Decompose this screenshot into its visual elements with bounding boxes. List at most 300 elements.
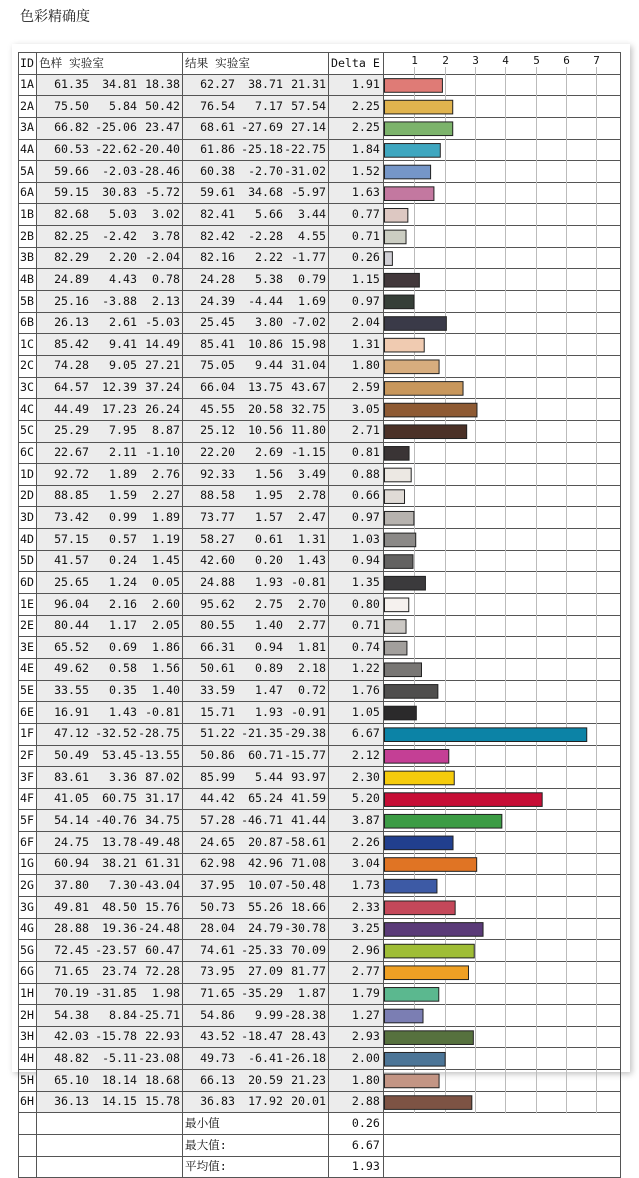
reference-a: 5.03 [109, 207, 137, 221]
reference-a: 3.36 [109, 769, 137, 784]
reference-l: 41.57 [54, 553, 89, 568]
result-lab [182, 485, 328, 507]
result-b: -30.78 [284, 921, 326, 936]
reference-lab [36, 961, 182, 983]
reference-b: -20.40 [138, 142, 180, 157]
reference-a: 0.99 [109, 509, 137, 524]
x-tick-label: 2 [442, 53, 450, 67]
reference-a: 4.43 [109, 271, 137, 286]
result-l: 25.45 [200, 315, 235, 330]
reference-b: -2.04 [145, 250, 180, 265]
delta-e-bar [385, 792, 543, 806]
result-lab [182, 1026, 328, 1048]
row-id: 3G [19, 896, 37, 918]
result-a: 1.93 [255, 574, 283, 589]
result-l: 24.88 [200, 574, 235, 589]
result-l: 75.05 [200, 358, 235, 373]
reference-lab [36, 204, 182, 226]
reference-lab [36, 182, 182, 204]
row-id: 5G [19, 940, 37, 962]
reference-lab [36, 767, 182, 789]
result-l: 33.59 [200, 683, 235, 698]
summary-empty-bar [383, 1135, 620, 1157]
result-l: 80.55 [200, 618, 235, 633]
delta-e-value: 2.88 [328, 1091, 383, 1113]
reference-lab [36, 896, 182, 918]
reference-l: 71.65 [54, 964, 89, 979]
result-lab [182, 1070, 328, 1092]
result-b: 0.79 [298, 271, 326, 286]
reference-a: 7.30 [109, 877, 137, 892]
reference-l: 54.14 [54, 812, 89, 827]
reference-lab [36, 399, 182, 421]
x-tick-label: 6 [563, 53, 571, 67]
reference-lab [36, 853, 182, 875]
result-lab [182, 940, 328, 962]
reference-lab [36, 940, 182, 962]
result-a: 0.61 [255, 531, 283, 546]
result-l: 60.38 [200, 163, 235, 178]
reference-a: 23.74 [102, 964, 137, 979]
result-a: -2.28 [248, 228, 283, 243]
row-id: 1G [19, 853, 37, 875]
reference-b: 50.42 [145, 98, 180, 113]
result-b: 41.44 [291, 812, 326, 827]
reference-a: -2.42 [102, 228, 137, 243]
result-a: 0.89 [255, 661, 283, 676]
reference-l: 50.49 [54, 748, 89, 763]
result-l: 66.13 [200, 1072, 235, 1087]
result-l: 22.20 [200, 445, 235, 460]
row-id: 3E [19, 637, 37, 659]
row-id: 1E [19, 594, 37, 616]
reference-lab [36, 117, 182, 139]
summary-empty-id [19, 1135, 37, 1157]
delta-e-value: 0.97 [328, 507, 383, 529]
reference-b: -28.46 [138, 163, 180, 178]
reference-l: 24.75 [54, 834, 89, 849]
result-a: -4.44 [248, 293, 283, 308]
reference-b: 2.27 [152, 488, 180, 503]
result-a: 34.68 [248, 185, 283, 200]
row-id: 5H [19, 1070, 37, 1092]
reference-a: 2.16 [109, 596, 137, 611]
reference-l: 88.85 [54, 488, 89, 503]
result-l: 15.71 [200, 704, 235, 719]
reference-lab [36, 529, 182, 551]
color-accuracy-table-card [12, 44, 630, 1174]
reference-l: 24.89 [54, 271, 89, 286]
delta-e-value: 2.25 [328, 96, 383, 118]
reference-b: 22.93 [145, 1029, 180, 1044]
result-a: -6.41 [248, 1050, 283, 1065]
summary-empty-ref [36, 1135, 182, 1157]
reference-l: 82.29 [54, 250, 89, 265]
delta-e-bar [385, 230, 407, 244]
reference-l: 26.13 [54, 315, 89, 330]
reference-b: -5.03 [145, 315, 180, 330]
result-b: -28.38 [284, 1007, 326, 1022]
result-b: 31.04 [291, 358, 326, 373]
x-tick-label: 3 [472, 53, 480, 67]
result-b: 28.43 [291, 1029, 326, 1044]
header-reference: 色样 实验室 [36, 53, 182, 75]
result-l: 85.41 [200, 336, 235, 351]
delta-e-bar [385, 359, 440, 373]
reference-lab [36, 615, 182, 637]
reference-b: 1.86 [152, 639, 180, 654]
result-l: 66.31 [200, 639, 235, 654]
delta-e-value: 2.93 [328, 1026, 383, 1048]
reference-b: 8.87 [152, 423, 180, 438]
result-l: 49.73 [200, 1050, 235, 1065]
result-lab [182, 291, 328, 313]
delta-e-bar [385, 1074, 440, 1088]
result-a: 20.58 [248, 401, 283, 416]
result-a: 38.71 [248, 77, 283, 92]
result-b: 20.01 [291, 1094, 326, 1109]
result-l: 24.39 [200, 293, 235, 308]
reference-b: 15.78 [145, 1094, 180, 1109]
reference-a: 7.95 [109, 423, 137, 438]
result-l: 50.73 [200, 899, 235, 914]
delta-e-value: 0.74 [328, 637, 383, 659]
delta-e-bar [385, 987, 439, 1001]
delta-e-value: 1.03 [328, 529, 383, 551]
header-delta-e: Delta E [328, 53, 383, 75]
result-b: 4.55 [298, 228, 326, 243]
delta-e-value: 2.77 [328, 961, 383, 983]
result-lab [182, 377, 328, 399]
result-lab [182, 529, 328, 551]
reference-lab [36, 74, 182, 96]
delta-e-bar [385, 381, 464, 395]
reference-lab [36, 637, 182, 659]
reference-l: 49.81 [54, 899, 89, 914]
result-a: -35.29 [241, 986, 283, 1001]
reference-b: 72.28 [145, 964, 180, 979]
result-l: 28.04 [200, 921, 235, 936]
x-tick-label: 4 [502, 53, 510, 67]
delta-e-bar [385, 554, 414, 568]
summary-label: 最小值 [182, 1113, 328, 1135]
result-lab [182, 832, 328, 854]
delta-e-bar [385, 814, 502, 828]
result-b: 21.23 [291, 1072, 326, 1087]
reference-b: -13.55 [138, 748, 180, 763]
reference-b: 1.19 [152, 531, 180, 546]
delta-e-value: 1.35 [328, 572, 383, 594]
reference-l: 59.66 [54, 163, 89, 178]
reference-b: 34.75 [145, 812, 180, 827]
result-l: 24.28 [200, 271, 235, 286]
reference-lab [36, 918, 182, 940]
reference-a: 60.75 [102, 791, 137, 806]
result-l: 71.65 [200, 986, 235, 1001]
reference-a: -15.78 [95, 1029, 137, 1044]
reference-a: 1.17 [109, 618, 137, 633]
delta-e-value: 0.94 [328, 550, 383, 572]
reference-b: 1.40 [152, 683, 180, 698]
reference-b: -5.72 [145, 185, 180, 200]
reference-b: 2.60 [152, 596, 180, 611]
reference-l: 96.04 [54, 596, 89, 611]
reference-a: 14.15 [102, 1094, 137, 1109]
reference-a: 1.89 [109, 466, 137, 481]
row-id: 5C [19, 420, 37, 442]
result-a: 9.44 [255, 358, 283, 373]
delta-e-value: 2.26 [328, 832, 383, 854]
delta-e-bar [385, 879, 437, 893]
result-lab [182, 658, 328, 680]
delta-e-bar [385, 295, 414, 309]
result-lab [182, 1005, 328, 1027]
row-id: 3A [19, 117, 37, 139]
reference-l: 49.62 [54, 661, 89, 676]
result-l: 51.22 [200, 726, 235, 741]
delta-e-value: 2.71 [328, 420, 383, 442]
row-id: 6D [19, 572, 37, 594]
reference-l: 74.28 [54, 358, 89, 373]
reference-a: -32.52 [95, 726, 137, 741]
result-b: 1.69 [298, 293, 326, 308]
reference-b: -28.75 [138, 726, 180, 741]
reference-lab [36, 464, 182, 486]
row-id: 2C [19, 355, 37, 377]
delta-e-bar [385, 1052, 446, 1066]
delta-e-value: 1.15 [328, 269, 383, 291]
delta-e-bar [385, 468, 412, 482]
row-id: 3D [19, 507, 37, 529]
result-lab [182, 355, 328, 377]
delta-e-bar [385, 771, 455, 785]
reference-a: 2.11 [109, 445, 137, 460]
reference-a: 1.43 [109, 704, 137, 719]
delta-e-bar [385, 403, 477, 417]
reference-l: 54.38 [54, 1007, 89, 1022]
reference-b: 0.05 [152, 574, 180, 589]
result-l: 88.58 [200, 488, 235, 503]
delta-e-bar [385, 598, 409, 612]
delta-e-value: 0.71 [328, 226, 383, 248]
result-b: 0.72 [298, 683, 326, 698]
row-id: 6F [19, 832, 37, 854]
header-id: ID [19, 53, 37, 75]
delta-e-value: 2.30 [328, 767, 383, 789]
delta-e-value: 1.05 [328, 702, 383, 724]
reference-l: 36.13 [54, 1094, 89, 1109]
result-l: 43.52 [200, 1029, 235, 1044]
delta-e-value: 1.80 [328, 355, 383, 377]
delta-e-bar [385, 100, 453, 114]
result-lab [182, 442, 328, 464]
delta-e-bar [385, 338, 425, 352]
reference-a: 34.81 [102, 77, 137, 92]
result-b: 41.59 [291, 791, 326, 806]
reference-lab [36, 680, 182, 702]
delta-e-bar [385, 143, 441, 157]
delta-e-bar [385, 706, 417, 720]
result-lab [182, 702, 328, 724]
result-lab [182, 745, 328, 767]
delta-e-value: 3.25 [328, 918, 383, 940]
reference-l: 60.94 [54, 856, 89, 871]
reference-b: 61.31 [145, 856, 180, 871]
result-l: 50.61 [200, 661, 235, 676]
delta-e-value: 1.27 [328, 1005, 383, 1027]
reference-b: -49.48 [138, 834, 180, 849]
summary-value: 1.93 [328, 1156, 383, 1178]
result-l: 45.55 [200, 401, 235, 416]
delta-e-value: 1.52 [328, 161, 383, 183]
delta-e-value: 2.00 [328, 1048, 383, 1070]
row-id: 6E [19, 702, 37, 724]
result-b: 81.77 [291, 964, 326, 979]
row-id: 2E [19, 615, 37, 637]
result-lab [182, 420, 328, 442]
result-a: 5.38 [255, 271, 283, 286]
summary-value: 0.26 [328, 1113, 383, 1135]
delta-e-value: 1.31 [328, 334, 383, 356]
result-lab [182, 334, 328, 356]
reference-a: 5.84 [109, 98, 137, 113]
row-id: 1D [19, 464, 37, 486]
result-a: 1.40 [255, 618, 283, 633]
result-b: -22.75 [284, 142, 326, 157]
reference-l: 25.29 [54, 423, 89, 438]
row-id: 3H [19, 1026, 37, 1048]
result-l: 82.41 [200, 207, 235, 221]
delta-e-value: 0.26 [328, 247, 383, 269]
delta-e-value: 0.97 [328, 291, 383, 313]
reference-a: 13.78 [102, 834, 137, 849]
reference-a: 48.50 [102, 899, 137, 914]
result-a: 10.56 [248, 423, 283, 438]
reference-lab [36, 572, 182, 594]
reference-lab [36, 702, 182, 724]
result-b: -29.38 [284, 726, 326, 741]
summary-empty-id [19, 1156, 37, 1178]
result-a: 65.24 [248, 791, 283, 806]
delta-e-bar [385, 900, 456, 914]
reference-lab [36, 723, 182, 745]
delta-e-bar [385, 316, 447, 330]
row-id: 5D [19, 550, 37, 572]
reference-b: -25.71 [138, 1007, 180, 1022]
reference-a: 53.45 [102, 748, 137, 763]
summary-row [19, 1113, 621, 1135]
reference-l: 59.15 [54, 185, 89, 200]
summary-row [19, 1156, 621, 1178]
delta-e-bar [385, 857, 477, 871]
reference-l: 42.03 [54, 1029, 89, 1044]
result-lab [182, 117, 328, 139]
row-id: 1C [19, 334, 37, 356]
reference-b: -1.10 [145, 445, 180, 460]
result-l: 68.61 [200, 120, 235, 135]
result-l: 24.65 [200, 834, 235, 849]
delta-e-value: 2.33 [328, 896, 383, 918]
row-id: 2D [19, 485, 37, 507]
result-l: 61.86 [200, 142, 235, 157]
delta-e-bar [385, 186, 434, 200]
reference-l: 80.44 [54, 618, 89, 633]
row-id: 2G [19, 875, 37, 897]
summary-value: 6.67 [328, 1135, 383, 1157]
reference-b: 1.56 [152, 661, 180, 676]
row-id: 6H [19, 1091, 37, 1113]
result-lab [182, 161, 328, 183]
result-a: 10.86 [248, 336, 283, 351]
summary-row [19, 1135, 621, 1157]
result-b: -7.02 [291, 315, 326, 330]
delta-e-bar [385, 165, 431, 179]
delta-e-bar [385, 489, 405, 503]
delta-e-bar [385, 944, 475, 958]
reference-a: 0.57 [109, 531, 137, 546]
result-a: 9.99 [255, 1007, 283, 1022]
result-l: 44.42 [200, 791, 235, 806]
row-id: 1H [19, 983, 37, 1005]
delta-e-value: 0.66 [328, 485, 383, 507]
result-a: 42.96 [248, 856, 283, 871]
reference-lab [36, 788, 182, 810]
result-a: 1.56 [255, 466, 283, 481]
reference-b: -23.08 [138, 1050, 180, 1065]
delta-e-bar [385, 836, 454, 850]
reference-l: 25.16 [54, 293, 89, 308]
delta-e-value: 0.88 [328, 464, 383, 486]
result-l: 62.27 [200, 77, 235, 92]
reference-l: 85.42 [54, 336, 89, 351]
reference-b: 14.49 [145, 336, 180, 351]
result-b: 93.97 [291, 769, 326, 784]
delta-e-bar-chart [384, 53, 619, 1113]
reference-b: 26.24 [145, 401, 180, 416]
reference-a: 0.58 [109, 661, 137, 676]
reference-a: -3.88 [102, 293, 137, 308]
result-b: -0.91 [291, 704, 326, 719]
reference-lab [36, 1048, 182, 1070]
delta-e-bar [385, 251, 393, 265]
reference-l: 41.05 [54, 791, 89, 806]
reference-b: 23.47 [145, 120, 180, 135]
result-lab [182, 247, 328, 269]
result-lab [182, 96, 328, 118]
result-l: 92.33 [200, 466, 235, 481]
result-lab [182, 204, 328, 226]
reference-l: 61.35 [54, 77, 89, 92]
result-lab [182, 637, 328, 659]
delta-e-value: 2.04 [328, 312, 383, 334]
result-lab [182, 853, 328, 875]
row-id: 4F [19, 788, 37, 810]
result-a: 20.59 [248, 1072, 283, 1087]
reference-a: 19.36 [102, 921, 137, 936]
reference-a: 12.39 [102, 380, 137, 395]
result-l: 95.62 [200, 596, 235, 611]
delta-e-value: 1.80 [328, 1070, 383, 1092]
result-lab [182, 1048, 328, 1070]
row-id: 1F [19, 723, 37, 745]
result-lab [182, 680, 328, 702]
result-lab [182, 723, 328, 745]
delta-e-value: 1.91 [328, 74, 383, 96]
delta-e-bar [385, 424, 467, 438]
reference-lab [36, 1091, 182, 1113]
page-title: 色彩精确度 [20, 9, 90, 25]
reference-lab [36, 1026, 182, 1048]
